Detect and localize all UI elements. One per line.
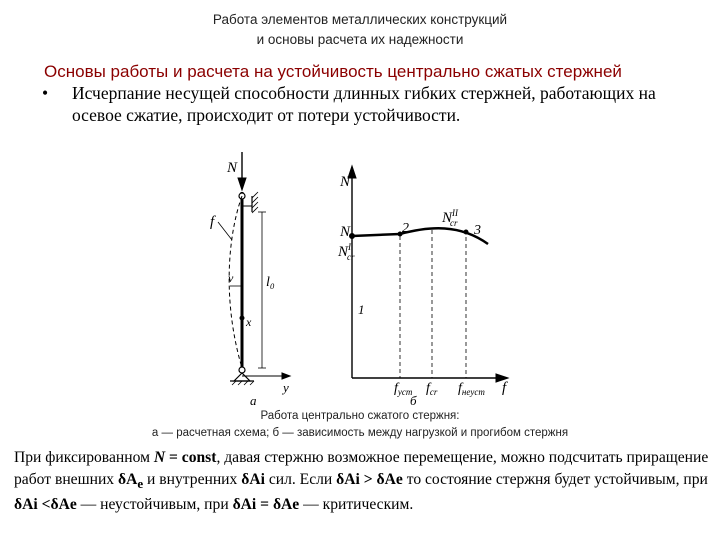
tick-fust: $f_{уст}$ <box>394 381 413 397</box>
para-dAe-sub: e <box>137 475 144 491</box>
header-line-2: и основы расчета их надежности <box>256 32 464 47</box>
point-N <box>350 234 355 239</box>
tick-fneust: $f_{неуст}$ <box>458 381 485 397</box>
point-label-1: 1 <box>358 302 365 317</box>
point-label-3: 3 <box>474 223 481 238</box>
label-N-load: N <box>227 160 238 176</box>
right-labels <box>337 174 508 408</box>
axis-f-label: f <box>502 380 507 396</box>
para-text: сил. Если <box>264 470 337 488</box>
x-point <box>240 316 244 320</box>
label-x: x <box>246 315 252 329</box>
f-pointer <box>218 222 232 240</box>
para-text: и внутренних <box>143 470 242 488</box>
bottom-pin <box>239 367 245 373</box>
figure-caption-line-2: а — расчетная схема; б — зависимость между нагрузкой и прогибом стержня <box>151 427 569 439</box>
label-l0: l₀ <box>266 275 275 290</box>
para-symbol-N: N <box>153 449 166 466</box>
tick-fcr: $f_{cr}$ <box>426 381 438 397</box>
left-labels <box>210 160 289 408</box>
label-Ncr2: $N^{II}$ cr <box>442 208 459 228</box>
para-text: , давая стержню возможное перемещение, можно подсчитать приращение работ внешних <box>14 449 709 488</box>
left-scheme <box>218 152 290 385</box>
bullet-text: Исчерпание несущей способности длинных гибких стержней, работающих на осевое сжатие, происходит от потери устойчивости. <box>72 83 656 125</box>
para-text: При фиксированном <box>14 449 154 466</box>
axis-N-label: N <box>340 174 351 190</box>
body-paragraph <box>14 447 714 516</box>
para-dAi: δAi <box>241 470 265 488</box>
para-text: — критическим. <box>299 496 414 514</box>
right-graph <box>348 166 508 382</box>
label-v: v <box>228 271 234 285</box>
para-dAe: δA <box>117 470 138 488</box>
label-N: N <box>340 224 351 240</box>
label-y: y <box>283 380 289 395</box>
figure-caption-line-1: Работа центрально сжатого стержня: <box>260 410 460 422</box>
slide-title: Основы работы и расчета на устойчивость центрально сжатых стержней <box>44 62 622 81</box>
header-line-1: Работа элементов металлических конструкций <box>212 12 508 27</box>
para-cond-critical: δAi = δAe <box>232 496 300 514</box>
point-label-2: 2 <box>402 221 409 236</box>
bottom-support <box>234 373 250 381</box>
para-cond-unstable: δAi <δAe <box>14 496 77 514</box>
label-Ncr1: $N^I$ cr <box>338 242 355 262</box>
para-text: то состояние стержня будет устойчивым, при <box>402 470 708 488</box>
bullet-mark: • <box>42 83 49 103</box>
load-arrow-head <box>238 178 246 190</box>
point-3 <box>464 230 468 234</box>
label-f: f <box>210 214 215 230</box>
para-const: = const <box>165 449 217 466</box>
para-cond-stable: δAi > δAe <box>336 470 403 488</box>
para-text: — неустойчивым, при <box>76 496 233 514</box>
panel-label-a: а <box>250 393 257 408</box>
panel-label-b: б <box>410 393 417 408</box>
